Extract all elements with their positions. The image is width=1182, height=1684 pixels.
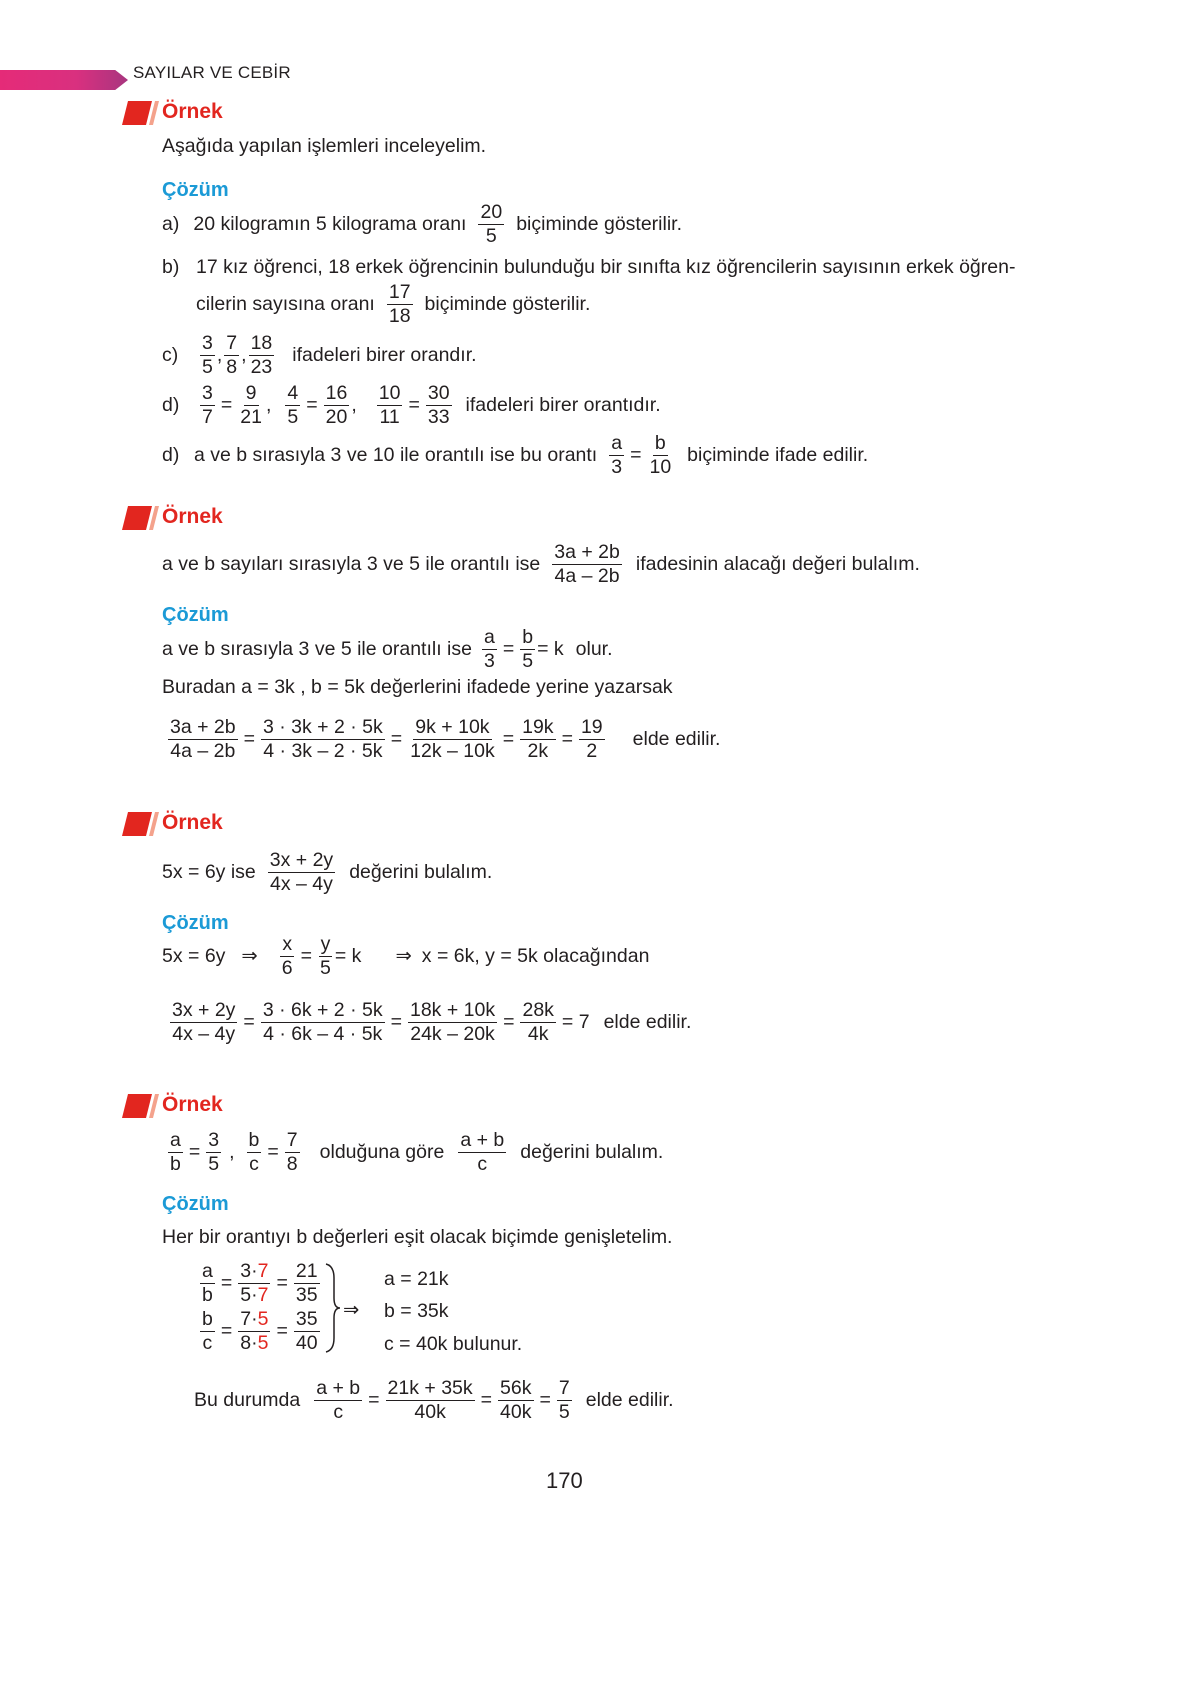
denominator: 5 bbox=[485, 224, 497, 247]
denominator: 6 bbox=[281, 956, 293, 979]
fraction bbox=[557, 1378, 572, 1422]
denominator: 8 bbox=[226, 355, 238, 378]
denominator: 40k bbox=[500, 1400, 532, 1423]
fraction bbox=[294, 1309, 320, 1353]
fraction bbox=[280, 934, 295, 978]
item-label: d) bbox=[162, 443, 180, 466]
multiplier: 5 bbox=[257, 1308, 269, 1331]
equals-sign: = bbox=[390, 1010, 402, 1033]
numerator: 17 bbox=[388, 281, 411, 304]
numerator: 30 bbox=[427, 382, 450, 405]
numerator: 3 · 6k + 2 · 5k bbox=[262, 999, 383, 1022]
example-heading: Örnek bbox=[162, 811, 223, 834]
denominator: 4x – 4y bbox=[172, 1022, 236, 1045]
numerator: a + b bbox=[460, 1129, 505, 1152]
numerator: 3 bbox=[208, 1129, 220, 1152]
numerator: 3 bbox=[202, 332, 213, 355]
expansion-row bbox=[198, 1308, 322, 1354]
numerator: 21k + 35k bbox=[387, 1377, 473, 1400]
denominator: 10 bbox=[649, 455, 672, 478]
fraction bbox=[238, 383, 264, 427]
example-flag-icon bbox=[122, 504, 162, 532]
comma: , bbox=[229, 1140, 235, 1163]
section-title: SAYILAR VE CEBİR bbox=[133, 63, 291, 82]
fraction bbox=[498, 1378, 533, 1422]
fraction-chain bbox=[166, 714, 720, 764]
example-prompt bbox=[162, 542, 920, 586]
expansion-row bbox=[198, 1260, 322, 1306]
equals-sign: = bbox=[243, 727, 255, 750]
equals-sign: = bbox=[539, 1388, 551, 1411]
fraction bbox=[520, 1000, 555, 1044]
multiplier: 5 bbox=[257, 1331, 269, 1354]
fraction bbox=[200, 333, 215, 377]
implies-arrow-icon: ⇒ bbox=[241, 945, 258, 967]
denominator: 7 bbox=[202, 405, 213, 428]
denominator: b bbox=[202, 1283, 213, 1306]
fraction bbox=[318, 934, 333, 978]
numerator: a + b bbox=[316, 1377, 361, 1400]
prompt-text: ifadesinin alacağı değeri bulalım. bbox=[635, 552, 920, 575]
item-tail: biçiminde ifade edilir. bbox=[687, 443, 869, 466]
equals-sign: = bbox=[267, 1140, 279, 1163]
result-line: a = 21k bbox=[384, 1268, 449, 1290]
numerator: b bbox=[248, 1129, 260, 1152]
comma: , bbox=[216, 343, 223, 366]
numerator: 18k + 10k bbox=[409, 999, 496, 1022]
fraction bbox=[224, 333, 239, 377]
denominator: 2k bbox=[527, 739, 549, 762]
result-line: c = 40k bulunur. bbox=[384, 1333, 523, 1355]
denominator: 18 bbox=[388, 304, 411, 327]
fraction bbox=[386, 1378, 475, 1422]
denominator: 4a – 2b bbox=[554, 564, 620, 587]
denominator: 2 bbox=[586, 739, 598, 762]
denominator: 12k – 10k bbox=[410, 739, 495, 762]
fraction bbox=[268, 850, 335, 894]
prompt-text: değerini bulalım. bbox=[349, 860, 493, 883]
denominator: 4k bbox=[527, 1022, 549, 1045]
dot: · bbox=[251, 1331, 258, 1354]
denominator: 4a – 2b bbox=[170, 739, 236, 762]
equals-sign: = bbox=[561, 727, 573, 750]
numerator: 3x + 2y bbox=[269, 849, 334, 872]
fraction bbox=[324, 383, 350, 427]
denominator: 35 bbox=[295, 1283, 318, 1306]
solution-heading: Çözüm bbox=[162, 179, 229, 201]
fraction bbox=[200, 1309, 215, 1353]
factor: 5 bbox=[240, 1283, 252, 1306]
final-chain bbox=[194, 1375, 674, 1425]
prompt-text: olduğuna göre bbox=[319, 1140, 445, 1163]
fraction bbox=[200, 383, 215, 427]
result-text: elde edilir. bbox=[585, 1388, 674, 1411]
item-b-line2 bbox=[196, 282, 590, 326]
solution-text: a ve b sırasıyla 3 ve 5 ile orantılı ise bbox=[162, 637, 472, 660]
numerator: 7 bbox=[558, 1377, 570, 1400]
fraction bbox=[478, 202, 504, 246]
solution-line bbox=[162, 934, 649, 978]
fraction bbox=[408, 1000, 497, 1044]
item-tail: ifadeleri birer orantıdır. bbox=[465, 393, 661, 416]
item-label: a) bbox=[162, 212, 180, 235]
item-label: c) bbox=[162, 343, 179, 366]
fraction bbox=[238, 1261, 270, 1305]
comma: , bbox=[241, 343, 247, 366]
numerator: y bbox=[320, 933, 331, 956]
item-text: 20 kilogramın 5 kilograma oranı bbox=[193, 212, 467, 235]
dot: · bbox=[251, 1260, 258, 1283]
numerator: 7 bbox=[286, 1129, 298, 1152]
numerator: 3a + 2b bbox=[170, 716, 236, 739]
denominator: 5 bbox=[320, 956, 331, 979]
denominator: c bbox=[333, 1400, 344, 1423]
denominator: c bbox=[202, 1331, 213, 1354]
fraction bbox=[387, 282, 413, 326]
denominator: 33 bbox=[427, 405, 450, 428]
example-flag-icon bbox=[122, 810, 162, 838]
denominator: 11 bbox=[379, 405, 400, 428]
example-prompt bbox=[166, 1130, 663, 1174]
multiplier: 7 bbox=[257, 1283, 269, 1306]
example-heading: Örnek bbox=[162, 1093, 223, 1116]
denominator: c bbox=[477, 1152, 488, 1175]
implies-arrow-icon: ⇒ bbox=[343, 1299, 360, 1321]
result-value: = 7 bbox=[561, 1010, 590, 1033]
numerator: a bbox=[202, 1260, 213, 1283]
denominator: 21 bbox=[240, 405, 262, 428]
equals-sign: = bbox=[300, 944, 313, 967]
fraction bbox=[247, 1130, 262, 1174]
equals-sign: = bbox=[243, 1010, 255, 1033]
comma: , bbox=[265, 393, 272, 416]
denominator: 5 bbox=[558, 1400, 570, 1423]
denominator: c bbox=[249, 1152, 259, 1175]
fraction bbox=[168, 1130, 183, 1174]
equals-sign: = bbox=[408, 393, 420, 416]
equals-sign: = bbox=[306, 393, 318, 416]
prompt-text: değerini bulalım. bbox=[520, 1140, 664, 1163]
equals-sign: = bbox=[502, 637, 515, 660]
denominator: 4 · 3k – 2 · 5k bbox=[263, 739, 383, 762]
fraction-chain bbox=[168, 996, 691, 1048]
numerator: b bbox=[202, 1308, 213, 1331]
numerator: 21 bbox=[295, 1260, 318, 1283]
solution-line bbox=[162, 627, 613, 671]
denominator: 5 bbox=[202, 355, 213, 378]
equals-sign: = bbox=[503, 1010, 515, 1033]
item-text: a ve b sırasıyla 3 ve 10 ile orantılı ise bu orantı bbox=[194, 443, 598, 466]
numerator: 9k + 10k bbox=[415, 716, 490, 739]
result-line: b = 35k bbox=[384, 1300, 449, 1322]
equals-sign: = bbox=[220, 1271, 233, 1294]
example-flag-icon bbox=[122, 99, 162, 127]
fraction bbox=[520, 627, 535, 671]
equals-sign: = bbox=[390, 727, 403, 750]
fraction bbox=[377, 383, 403, 427]
equals-sign: = bbox=[502, 727, 515, 750]
solution-text: olur. bbox=[575, 637, 613, 660]
denominator: 5 bbox=[208, 1152, 220, 1175]
fraction bbox=[206, 1130, 221, 1174]
item-label: b) bbox=[162, 256, 180, 278]
result-text: elde edilir. bbox=[632, 727, 721, 750]
page-number: 170 bbox=[546, 1468, 583, 1493]
numerator: 28k bbox=[522, 999, 554, 1022]
item-tail: ifadeleri birer orandır. bbox=[292, 343, 477, 366]
denominator: 23 bbox=[250, 355, 273, 378]
denominator: b bbox=[170, 1152, 181, 1175]
numerator: 56k bbox=[500, 1377, 532, 1400]
item-d2 bbox=[162, 433, 868, 477]
fraction bbox=[426, 383, 452, 427]
numerator: b bbox=[522, 626, 534, 649]
prompt-text: a ve b sayıları sırasıyla 3 ve 5 ile orantılı ise bbox=[162, 552, 541, 575]
denominator: 20 bbox=[325, 405, 348, 428]
fraction bbox=[249, 333, 275, 377]
item-text: 17 kız öğrenci, 18 erkek öğrencinin bulunduğu bir sınıfta kız öğrencilerin sayısının erkek öğren- bbox=[196, 256, 1016, 278]
equals-sign: = bbox=[276, 1271, 288, 1294]
example-prompt: Aşağıda yapılan işlemleri inceleyelim. bbox=[162, 135, 487, 157]
solution-text: Bu durumda bbox=[194, 1388, 301, 1411]
numerator: 4 bbox=[287, 382, 299, 405]
numerator: 19k bbox=[522, 716, 554, 739]
dot: · bbox=[251, 1283, 258, 1306]
equals-sign: = bbox=[368, 1388, 380, 1411]
factor: 7 bbox=[240, 1308, 252, 1331]
comma: , bbox=[351, 393, 357, 416]
equals-sign: = bbox=[480, 1388, 493, 1411]
example-heading: Örnek bbox=[162, 100, 223, 123]
numerator: 16 bbox=[325, 382, 348, 405]
numerator: b bbox=[654, 432, 666, 455]
equals-sign: = bbox=[220, 1319, 233, 1342]
numerator: 3x + 2y bbox=[172, 999, 236, 1022]
equals-sign: = bbox=[188, 1140, 201, 1163]
denominator bbox=[238, 1284, 270, 1305]
fraction bbox=[579, 717, 605, 761]
equals-sign: = bbox=[220, 393, 233, 416]
equals-k: = k bbox=[334, 944, 362, 967]
factor: 8 bbox=[240, 1331, 252, 1354]
solution-heading: Çözüm bbox=[162, 604, 229, 626]
fraction bbox=[552, 542, 622, 586]
fraction bbox=[238, 1309, 270, 1353]
denominator: 3 bbox=[611, 455, 623, 478]
equals-sign: = bbox=[276, 1319, 288, 1342]
fraction bbox=[285, 383, 300, 427]
solution-text: Her bir orantıyı b değerleri eşit olacak biçimde genişletelim. bbox=[162, 1226, 673, 1248]
fraction bbox=[647, 433, 673, 477]
denominator: 40 bbox=[295, 1331, 318, 1354]
fraction bbox=[408, 717, 497, 761]
solution-text: 5x = 6y bbox=[162, 944, 226, 967]
equals-k: = k bbox=[537, 637, 564, 660]
solution-text: x = 6k, y = 5k olacağından bbox=[421, 944, 650, 967]
fraction bbox=[458, 1130, 506, 1174]
numerator: 18 bbox=[250, 332, 273, 355]
fraction bbox=[482, 627, 497, 671]
example-heading: Örnek bbox=[162, 505, 223, 528]
denominator: 24k – 20k bbox=[410, 1022, 495, 1045]
numerator bbox=[238, 1309, 270, 1331]
fraction bbox=[168, 717, 238, 761]
fraction bbox=[609, 433, 624, 477]
denominator: 8 bbox=[286, 1152, 298, 1175]
solution-text: Buradan a = 3k , b = 5k değerlerini ifadede yerine yazarsak bbox=[162, 676, 673, 698]
factor: 3 bbox=[240, 1260, 252, 1283]
fraction bbox=[170, 1000, 237, 1044]
denominator: 4 · 6k – 4 · 5k bbox=[263, 1022, 383, 1045]
numerator: 19 bbox=[580, 716, 603, 739]
numerator: 3 bbox=[202, 382, 213, 405]
solution-heading: Çözüm bbox=[162, 912, 229, 934]
example-flag-icon bbox=[122, 1092, 162, 1120]
fraction bbox=[261, 717, 385, 761]
item-tail: biçiminde gösterilir. bbox=[424, 292, 591, 315]
equals-sign: = bbox=[630, 443, 642, 466]
item-tail: biçiminde gösterilir. bbox=[516, 212, 683, 235]
denominator: 5 bbox=[287, 405, 299, 428]
denominator: 4x – 4y bbox=[270, 872, 333, 895]
example-prompt bbox=[162, 848, 492, 896]
numerator: 20 bbox=[480, 201, 503, 224]
denominator: 3 bbox=[483, 649, 495, 672]
numerator: a bbox=[170, 1129, 181, 1152]
multiplier: 7 bbox=[257, 1260, 269, 1283]
numerator: a bbox=[611, 432, 623, 455]
fraction bbox=[314, 1378, 362, 1422]
implies-arrow-icon: ⇒ bbox=[395, 945, 412, 967]
denominator bbox=[238, 1332, 270, 1353]
denominator: 5 bbox=[522, 649, 534, 672]
numerator: 10 bbox=[378, 382, 401, 405]
solution-heading: Çözüm bbox=[162, 1193, 229, 1215]
denominator: 40k bbox=[414, 1400, 446, 1423]
item-a bbox=[162, 202, 682, 246]
item-d1 bbox=[162, 383, 661, 427]
header-accent-bar bbox=[0, 70, 128, 90]
result-text: elde edilir. bbox=[603, 1010, 692, 1033]
numerator: 3 · 3k + 2 · 5k bbox=[263, 716, 383, 739]
numerator: 9 bbox=[245, 382, 257, 405]
item-label: d) bbox=[162, 393, 180, 416]
item-c bbox=[162, 333, 477, 377]
right-brace-icon bbox=[322, 1262, 342, 1354]
fraction bbox=[200, 1261, 215, 1305]
fraction bbox=[285, 1130, 300, 1174]
dot: · bbox=[251, 1308, 258, 1331]
item-text: cilerin sayısına oranı bbox=[196, 292, 375, 315]
numerator: 7 bbox=[226, 332, 238, 355]
fraction bbox=[520, 717, 555, 761]
numerator bbox=[238, 1261, 270, 1283]
fraction bbox=[294, 1261, 320, 1305]
numerator: a bbox=[483, 626, 495, 649]
numerator: 3a + 2b bbox=[554, 541, 620, 564]
numerator: 35 bbox=[295, 1308, 318, 1331]
fraction bbox=[261, 1000, 385, 1044]
numerator: x bbox=[282, 933, 293, 956]
prompt-text: 5x = 6y ise bbox=[162, 860, 256, 883]
